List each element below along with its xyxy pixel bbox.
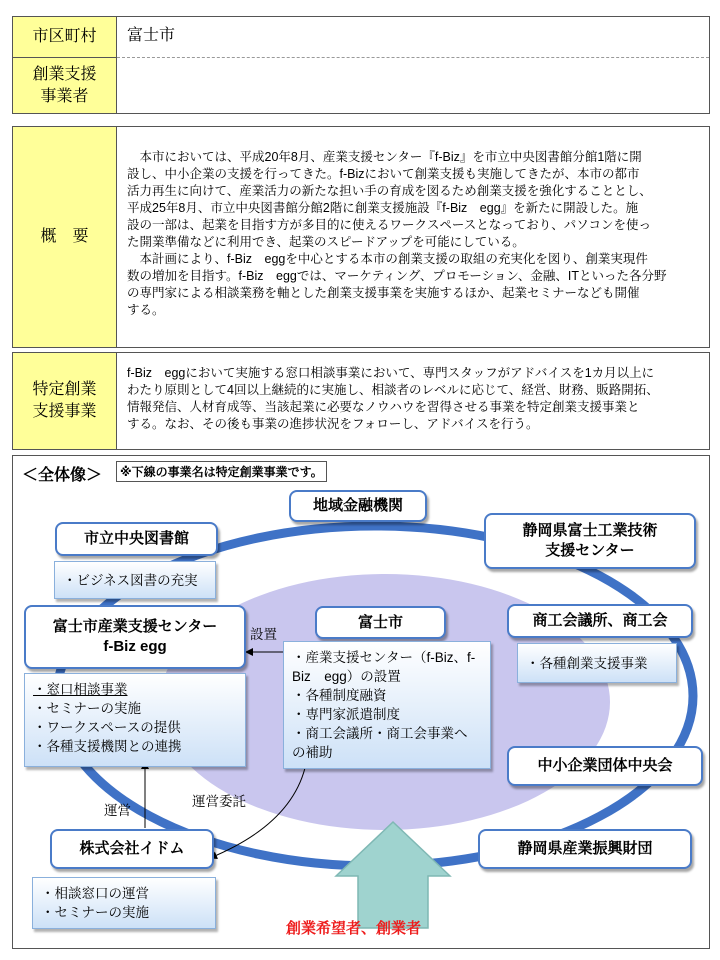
fbiz-service-item: ・ワークスペースの提供 [33, 720, 181, 735]
fbiz-center-box: 富士市産業支援センター f-Biz egg [24, 605, 246, 669]
commerce-box: 商工会議所、商工会 [507, 604, 693, 638]
commerce-service-box: ・各種創業支援事業 [517, 643, 677, 683]
fbiz-service-item: ・各種支援機関との連携 [33, 739, 182, 754]
library-service-box: ・ビジネス図書の充実 [54, 561, 216, 599]
entrepreneur-arrow [336, 822, 450, 928]
operator-label: 創業支援 事業者 [13, 58, 117, 113]
regional-finance-box: 地域金融機関 [289, 490, 427, 522]
specific-support-text: f-Biz eggにおいて実施する窓口相談事業において、専門スタッフがアドバイスを1カ月以上に わたり原則として4回以上継続的に実施し、相談者のレベルに応じて、経営、財務、販路開拓、 情報発信、人材育成等、当該起業に必要なノウハウを習得させる事業を特定創業支援事業と する。なお、その後も事業の進捗状況をフォローし、アドバイスを行う。 [127, 366, 659, 431]
setup-label: 設置 [250, 627, 277, 642]
fuji-city-box: 富士市 [315, 606, 446, 639]
overview-text: 本市においては、平成20年8月、産業支援センター『f-Biz』を市立中央図書館分館1階に開 設し、中小企業の支援を行ってきた。f-Bizにおいて創業支援も実施してきたが、本市の都市 活力再生に向けて、産業活力の新たな担い手の育成を図るため創業支援を強化することとし、 平成25年8月、市立中央図書館分館2階に創業支援施設『f-Biz egg』を新たに開設した。施 設の一部は、起業を目指す方が多目的に使えるワークスペースとなっており、パソコンを使っ た開業準備などに利用でき、起業のスピードアップを可能にしている。 本計画により、f-Biz eggを中心とする本市の創業支援の取組の充実化を図り、創業実現件 数の増加を目指す。f-Biz eggでは、マーケティング、プロモーション、金融、ITといった各分野 の専門家による相談業務を軸とした創業支援事業を実施するほか、起業セミナーなども開催 する。 [127, 150, 667, 317]
shizuoka-foundation-box: 静岡県産業振興財団 [478, 829, 692, 869]
library-box: 市立中央図書館 [55, 522, 218, 556]
sme-central-box: 中小企業団体中央会 [507, 746, 703, 786]
specific-support-label: 特定創業 支援事業 [13, 353, 117, 449]
operation-label: 運営 [104, 803, 131, 818]
overview-label: 概 要 [13, 127, 117, 347]
diagram-note: ※下線の事業名は特定創業事業です。 [116, 461, 327, 482]
city-services-box: ・産業支援センター（f-Biz、f- Biz egg）の設置 ・各種制度融資 ・専門家派遣制度 ・商工会議所・商工会事業へ の補助 [283, 641, 491, 769]
diagram-title: ＜全体像＞ [22, 467, 103, 484]
municipality-value: 富士市 [127, 27, 176, 44]
shizuoka-tech-box: 静岡県富士工業技術 支援センター [484, 513, 696, 569]
idom-services-box: ・相談窓口の運営 ・セミナーの実施 [32, 877, 216, 929]
municipality-label: 市区町村 [13, 17, 117, 58]
idom-box: 株式会社イドム [50, 829, 214, 869]
fbiz-service-item: ・セミナーの実施 [33, 701, 141, 716]
operation-consign-label: 運営委託 [192, 794, 246, 809]
fbiz-services-box [24, 673, 246, 767]
entrepreneurs-label: 創業希望者、創業者 [286, 920, 422, 937]
fbiz-service-consultation: ・窓口相談事業 [33, 682, 128, 697]
